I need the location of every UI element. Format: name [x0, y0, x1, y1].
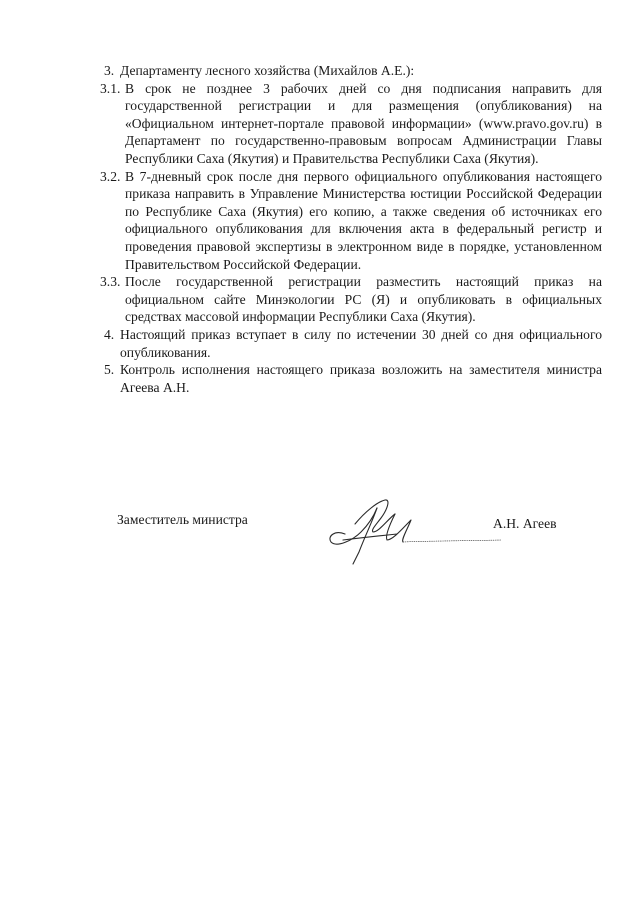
item-number: 3.2.: [100, 168, 121, 184]
item-number: 4.: [104, 326, 115, 342]
signatory-name: А.Н. Агеев: [493, 516, 557, 531]
item-number: 3.1.: [100, 80, 121, 96]
item-number: 3.3.: [100, 274, 121, 290]
item-text: Контроль исполнения настоящего приказа возложить на заместителя министра Агеева А.Н.: [120, 362, 602, 395]
list-item: [100, 168, 602, 274]
list-item: [100, 273, 602, 326]
signature-block: [0, 512, 640, 572]
list-item: [104, 326, 602, 361]
item-text: После государственной регистрации разместить настоящий приказ на официальном сайте Минэкологии РС (Я) и опубликовать в официальных средствах массовой информации Республики Саха (Якутия).: [125, 274, 602, 325]
item-number: 3.: [104, 63, 115, 78]
item-number: 5.: [104, 362, 115, 378]
order-items: [100, 62, 602, 396]
handwritten-signature: [315, 496, 505, 566]
item-text: В 7-дневный срок после дня первого официального опубликования настоящего приказа направить в Управление Министерства юстиции Российской Федерации по Республике Саха (Якутия) его копию, а также сведения об источниках его официального опубликования для включения акта в федеральный регистр и проведения правовой экспертизы в электронном виде в порядке, установленном Правительством Российской Федерации.: [125, 168, 602, 272]
list-item: [104, 62, 602, 80]
list-item: [104, 361, 602, 396]
item-text: Департаменту лесного хозяйства (Михайлов А.Е.):: [120, 63, 415, 78]
list-item: [100, 80, 602, 168]
signatory-title: Заместитель министра: [117, 512, 248, 527]
item-text: В срок не позднее 3 рабочих дней со дня подписания направить для государственной регистрации и для размещения (опубликования) на «Официальном интернет-портале правовой информации» (www.pravo.gov.ru) в Департамент по государственно-правовым вопросам Администрации Главы Республики Саха (Якутия) и Правительства Республики Саха (Якутия).: [125, 80, 602, 166]
item-text: Настоящий приказ вступает в силу по истечении 30 дней со дня официального опубликования.: [120, 326, 602, 360]
